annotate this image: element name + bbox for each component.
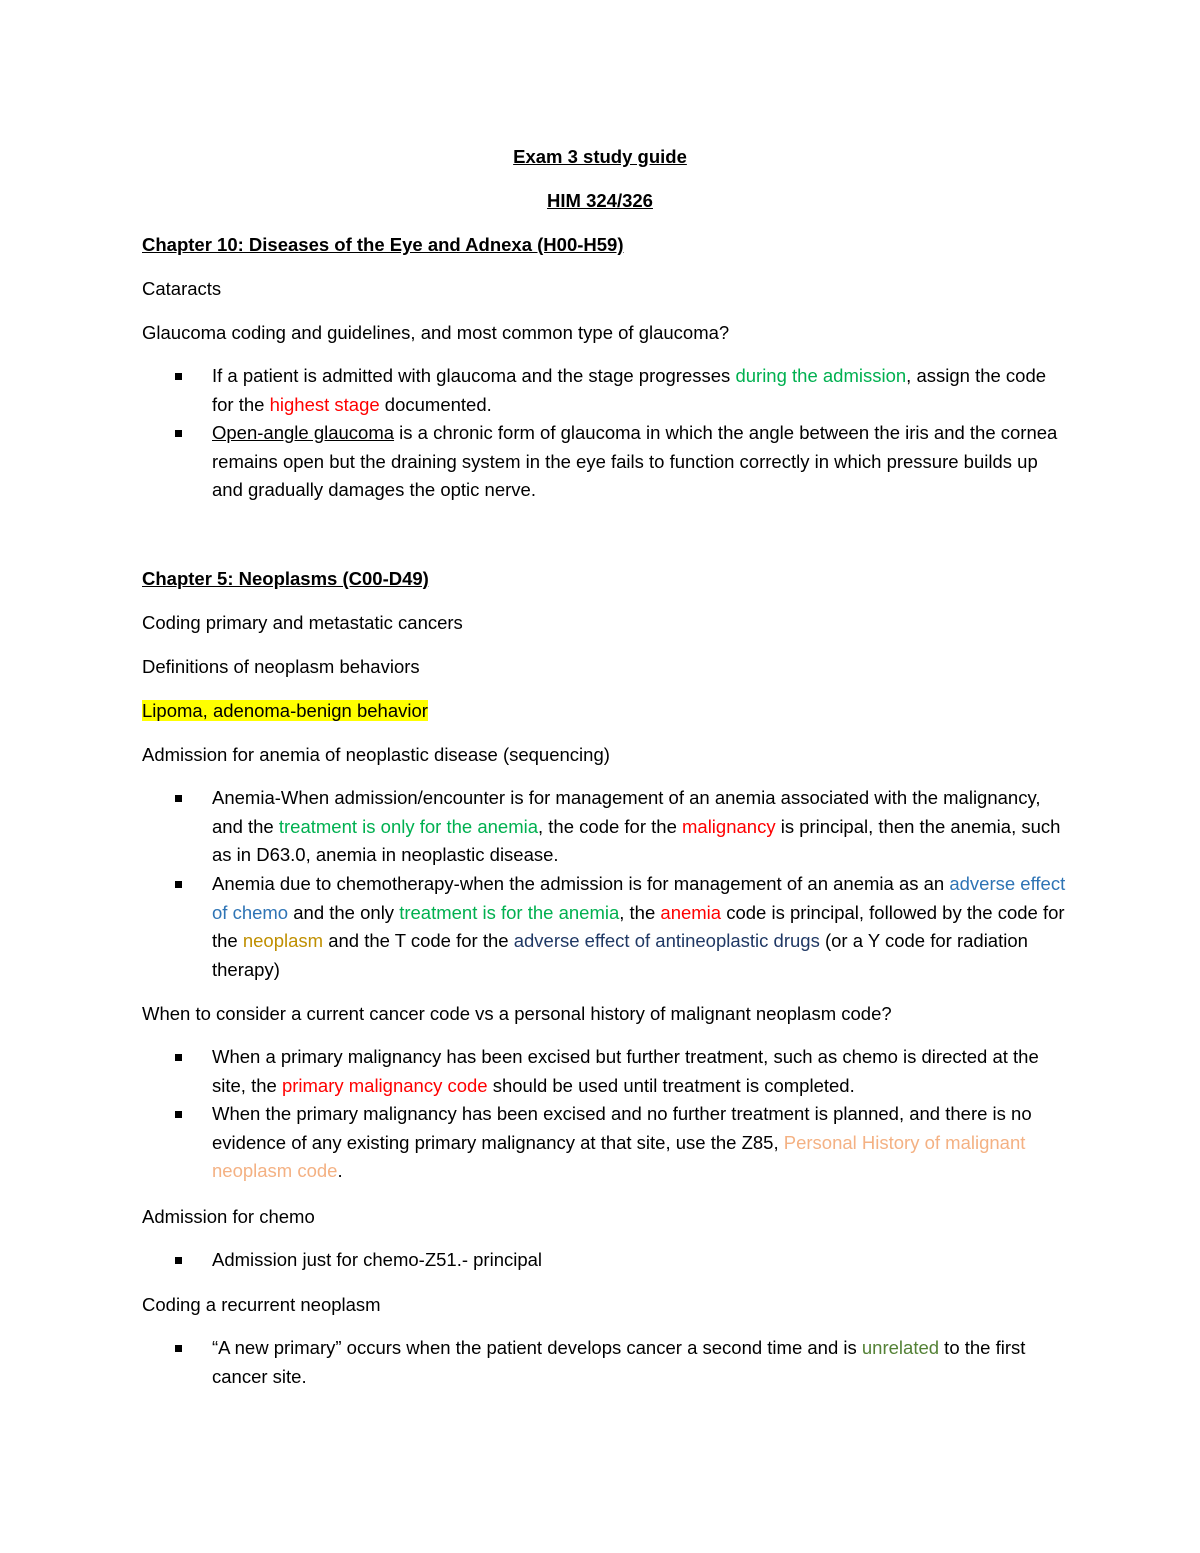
bullet-marker	[175, 1345, 182, 1352]
bullet-new-primary: “A new primary” occurs when the patient develops cancer a second time and is unrelated to the first cancer site.	[212, 1334, 1072, 1391]
doc-title: Exam 3 study guide	[513, 146, 687, 167]
chapter-10-heading: Chapter 10: Diseases of the Eye and Adnexa (H00-H59)	[142, 234, 624, 255]
recurrent-question: Coding a recurrent neoplasm	[142, 1294, 381, 1315]
anemia-question: Admission for anemia of neoplastic disease (sequencing)	[142, 744, 610, 765]
lipoma-highlight: Lipoma, adenoma-benign behavior	[142, 700, 428, 721]
bullet-primary-malignancy: When a primary malignancy has been excised but further treatment, such as chemo is directed at the site, the primary malignancy code should be used until treatment is completed.	[212, 1043, 1072, 1100]
bullet-anemia-malignancy: Anemia-When admission/encounter is for management of an anemia associated with the malignancy, and the treatment is only for the anemia, the code for the malignancy is principal, then the anemia, such as in D63.0, anemia in neoplastic disease.	[212, 784, 1072, 870]
coding-primary-topic: Coding primary and metastatic cancers	[142, 612, 463, 633]
bullet-anemia-chemo: Anemia due to chemotherapy-when the admission is for management of an anemia as an adverse effect of chemo and the only treatment is for the anemia, the anemia code is principal, followed by the code for the neoplasm and the T code for the adverse effect of antineoplastic drugs (or a Y code for radiation therapy)	[212, 870, 1072, 984]
bullet-glaucoma-stage: If a patient is admitted with glaucoma and the stage progresses during the admission, assign the code for the highest stage documented.	[212, 362, 1072, 419]
bullet-marker	[175, 1111, 182, 1118]
bullet-chemo-admission: Admission just for chemo-Z51.- principal	[212, 1246, 1072, 1275]
history-question: When to consider a current cancer code vs a personal history of malignant neoplasm code?	[142, 1003, 892, 1024]
cataracts-topic: Cataracts	[142, 278, 222, 299]
bullet-marker	[175, 1054, 182, 1061]
bullet-marker	[175, 430, 182, 437]
course-code: HIM 324/326	[547, 190, 653, 211]
definitions-topic: Definitions of neoplasm behaviors	[142, 656, 420, 677]
bullet-marker	[175, 795, 182, 802]
glaucoma-question: Glaucoma coding and guidelines, and most common type of glaucoma?	[142, 322, 730, 343]
bullet-marker	[175, 1257, 182, 1264]
bullet-marker	[175, 881, 182, 888]
bullet-personal-history: When the primary malignancy has been excised and no further treatment is planned, and there is no evidence of any existing primary malignancy at that site, use the Z85, Personal History of malignant neoplasm code.	[212, 1100, 1072, 1186]
bullet-marker	[175, 373, 182, 380]
bullet-open-angle-glaucoma: Open-angle glaucoma is a chronic form of glaucoma in which the angle between the iris and the cornea remains open but the draining system in the eye fails to function correctly in which pressure builds up and gradually damages the optic nerve.	[212, 419, 1072, 505]
chapter-5-heading: Chapter 5: Neoplasms (C00-D49)	[142, 568, 429, 589]
chemo-question: Admission for chemo	[142, 1206, 315, 1227]
